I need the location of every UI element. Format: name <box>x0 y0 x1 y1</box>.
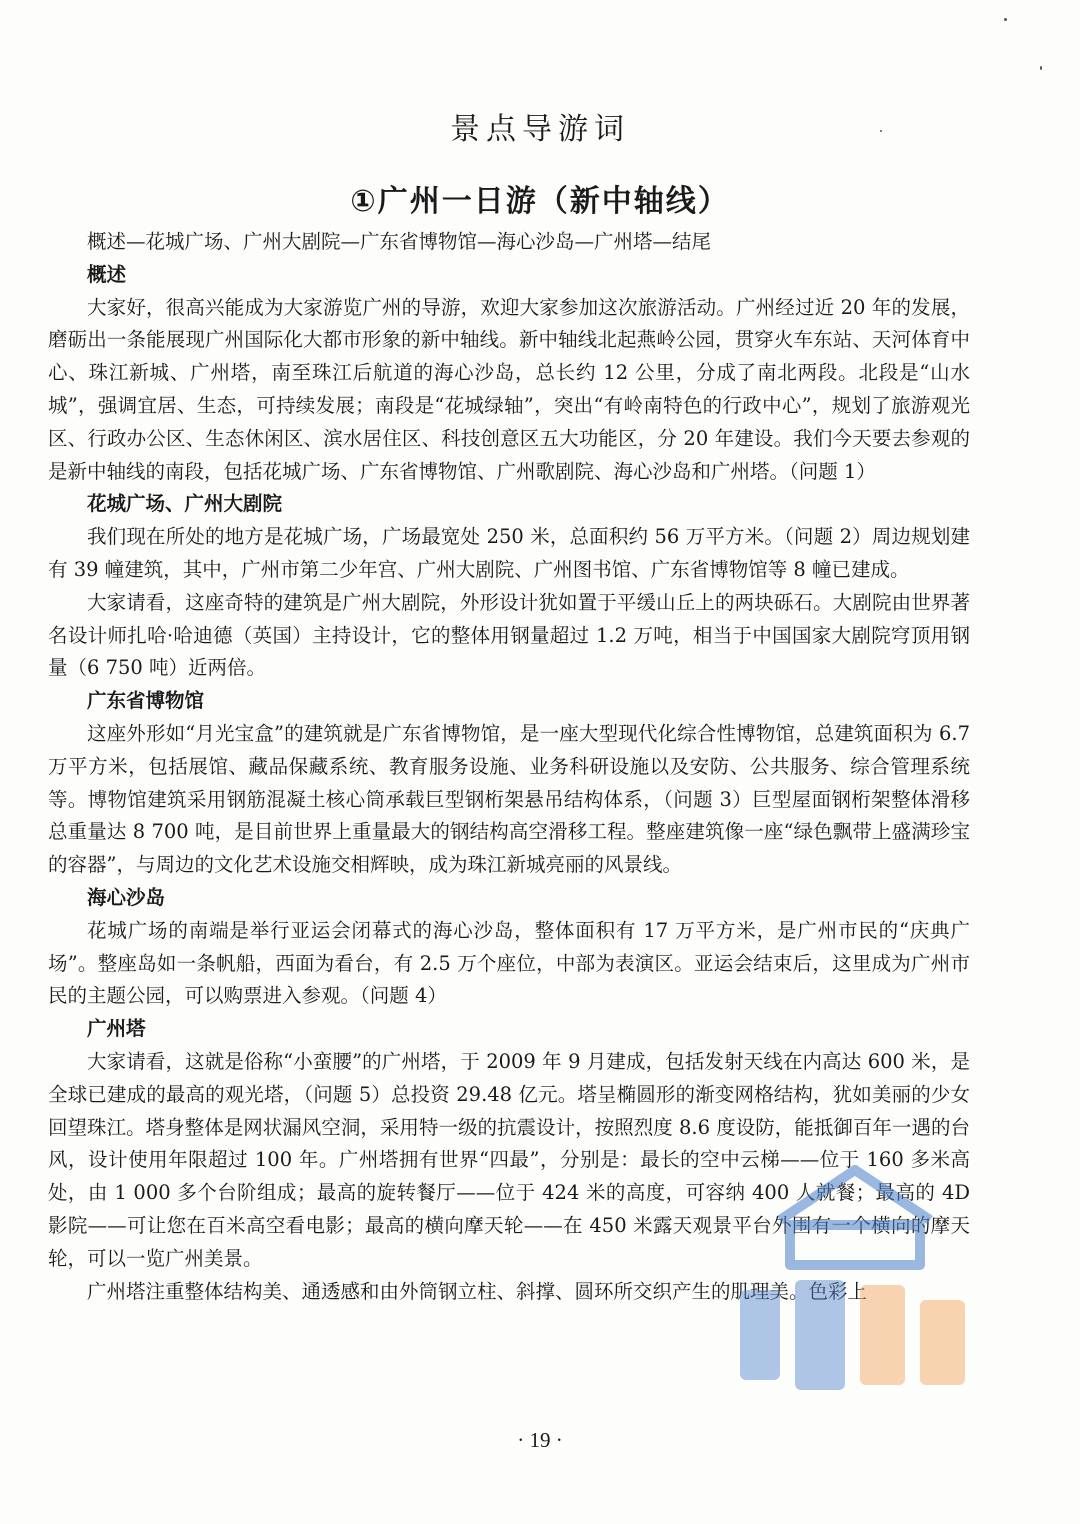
page-number: · 19 · <box>517 1428 563 1452</box>
paragraph: 大家请看，这就是俗称“小蛮腰”的广州塔，于 2009 年 9 月建成，包括发射天线在内高达 600 米，是全球已建成的最高的观光塔，（问题 5）总投资 29.48 亿元。塔呈椭圆形的渐变网格结构，犹如美丽的少女回望珠江。塔身整体是网状漏风空洞，采用特一级的抗震设计，按照烈度 8.6 度设防，能抵御百年一遇的台风，设计使用年限超过 100 年。广州塔拥有世界“四最”，分别是：最长的空中云梯——位于 160 多米高处，由 1 000 多个台阶组成；最高的旋转餐厅——位于 424 米的高度，可容纳 400 人就餐；最高的 4D 影院——可让您在百米高空看电影；最高的横向摩天轮——在 450 米露天观景平台外围有一个横向的摩天轮，可以一览广州美景。 <box>48 1049 970 1270</box>
paragraph: 广州塔注重整体结构美、通透感和由外筒钢立柱、斜撑、圆环所交织产生的肌理美。色彩上 <box>87 1279 868 1303</box>
section-heading: 广州塔 <box>87 1017 146 1041</box>
article-title: ①广州一日游（新中轴线） <box>350 184 730 219</box>
paragraph: 我们现在所处的地方是花城广场，广场最宽处 250 米，总面积约 56 万平方米。（问题 2）周边规划建有 39 幢建筑，其中，广州市第二少年宫、广州大剧院、广州图书馆、广东省博物馆等 8 幢已建成。 <box>48 525 970 581</box>
paragraph: 花城广场的南端是举行亚运会闭幕式的海心沙岛，整体面积有 17 万平方米，是广州市民的“庆典广场”。整座岛如一条帆船，西面为看台，有 2.5 万个座位，中部为表演区。亚运会结束后，这里成为广州市民的主题公园，可以购票进入参观。（问题 4） <box>48 918 970 1008</box>
page-header: 景点导游词 <box>450 112 630 147</box>
scan-speck <box>1004 18 1007 21</box>
section-heading: 花城广场、广州大剧院 <box>87 492 283 516</box>
paragraph: 这座外形如“月光宝盒”的建筑就是广东省博物馆，是一座大型现代化综合性博物馆，总建筑面积为 6.7 万平方米，包括展馆、藏品保藏系统、教育服务设施、业务科研设施以及安防、公共服务、综合管理系统等。博物馆建筑采用钢筋混凝土核心筒承载巨型钢桁架悬吊结构体系，（问题 3）巨型屋面钢桁架整体滑移总重量达 8 700 吨，是目前世界上重量最大的钢结构高空滑移工程。整座建筑像一座“绿色飘带上盛满珍宝的容器”，与周边的文化艺术设施交相辉映，成为珠江新城亮丽的风景线。 <box>48 721 970 877</box>
section-heading: 概述 <box>87 262 127 286</box>
route-outline: 概述—花城广场、广州大剧院—广东省博物馆—海心沙岛—广州塔—结尾 <box>87 230 712 253</box>
paragraph: 大家请看，这座奇特的建筑是广州大剧院，外形设计犹如置于平缓山丘上的两块砾石。大剧院由世界著名设计师扎哈·哈迪德（英国）主持设计，它的整体用钢量超过 1.2 万吨，相当于中国国家大剧院穹顶用钢量（6 750 吨）近两倍。 <box>48 590 970 680</box>
section-heading: 广东省博物馆 <box>87 689 205 713</box>
section-heading: 海心沙岛 <box>87 885 166 909</box>
scan-speck <box>1040 66 1042 70</box>
article-body <box>48 226 970 1308</box>
paragraph: 大家好，很高兴能成为大家游览广州的导游，欢迎大家参加这次旅游活动。广州经过近 20 年的发展，磨砺出一条能展现广州国际化大都市形象的新中轴线。新中轴线北起燕岭公园，贯穿火车东站、天河体育中心、珠江新城、广州塔，南至珠江后航道的海心沙岛，总长约 12 公里，分成了南北两段。北段是“山水城”，强调宜居、生态，可持续发展；南段是“花城绿轴”，突出“有岭南特色的行政中心”，规划了旅游观光区、行政办公区、生态休闲区、滨水居住区、科技创意区五大功能区，分 20 年建设。我们今天要去参观的是新中轴线的南段，包括花城广场、广东省博物馆、广州歌剧院、海心沙岛和广州塔。（问题 1） <box>48 295 970 483</box>
